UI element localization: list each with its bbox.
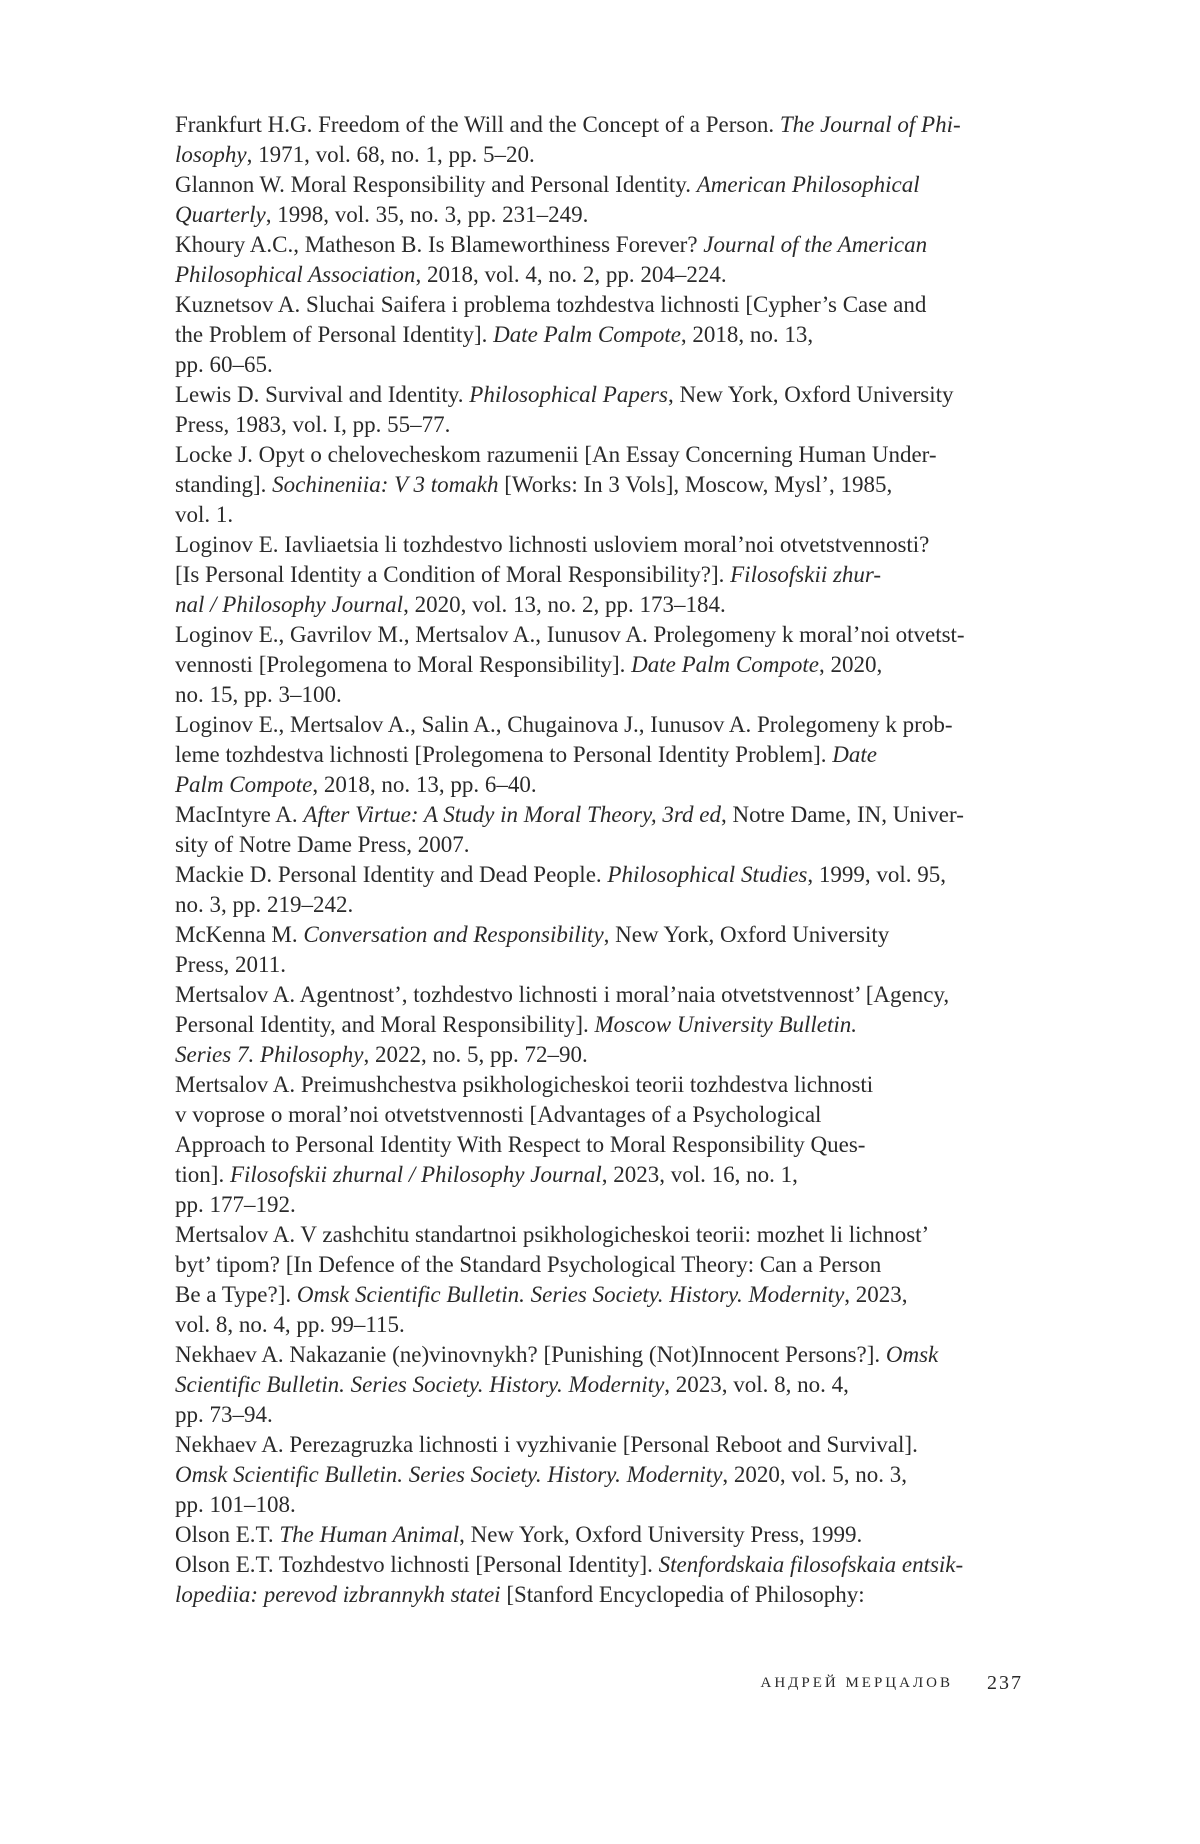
reference-line [175,350,1010,380]
reference-segment: , 2018, vol. 4, no. 2, pp. 204–224. [415,262,727,287]
reference-line [175,1160,1010,1190]
reference-line [175,200,1010,230]
reference-segment: byt’ tipom? [In Defence of the Standard Psychological Theory: Can a Person [175,1252,882,1277]
reference-segment: Locke J. Opyt o chelovecheskom razumenii [An Essay Concerning Human Under- [175,442,937,467]
reference-italic-segment: Filosofskii zhur- [730,562,882,587]
reference-italic-segment: Date Palm Compote [493,322,681,347]
reference-line [175,650,1010,680]
reference-line [175,440,1010,470]
reference-entry [175,1070,1010,1220]
reference-line [175,170,1010,200]
reference-segment: no. 15, pp. 3–100. [175,682,342,707]
reference-entry [175,980,1010,1070]
reference-segment: [Stanford Encyclopedia of Philosophy: [500,1582,865,1607]
reference-line [175,590,1010,620]
reference-entry [175,110,1010,170]
reference-line [175,1250,1010,1280]
reference-italic-segment: lopediia: perevod izbrannykh statei [175,1582,501,1607]
reference-segment: Press, 1983, vol. I, pp. 55–77. [175,412,451,437]
reference-segment: Khoury A.C., Matheson B. Is Blameworthiness Forever? [175,232,704,257]
reference-line [175,680,1010,710]
reference-italic-segment: Date Palm Compote [631,652,819,677]
reference-line [175,1340,1010,1370]
reference-line [175,920,1010,950]
reference-line [175,830,1010,860]
reference-entry [175,710,1010,800]
reference-entry [175,440,1010,530]
reference-italic-segment: Series 7. Philosophy [175,1042,364,1067]
reference-segment: tion]. [175,1162,230,1187]
reference-segment: Glannon W. Moral Responsibility and Personal Identity. [175,172,697,197]
reference-line [175,1280,1010,1310]
reference-line [175,1310,1010,1340]
reference-italic-segment: nal / Philosophy Journal [175,592,404,617]
reference-entry [175,1520,1010,1550]
reference-entry [175,920,1010,980]
reference-italic-segment: Quarterly [175,202,266,227]
reference-segment: [Is Personal Identity a Condition of Moral Responsibility?]. [175,562,731,587]
reference-line [175,1190,1010,1220]
reference-italic-segment: The Human Animal [279,1522,460,1547]
reference-italic-segment: Filosofskii zhurnal / Philosophy Journal [229,1162,602,1187]
reference-italic-segment: Philosophical Papers [469,382,668,407]
reference-segment: pp. 73–94. [175,1402,273,1427]
reference-italic-segment: American Philosophical [696,172,920,197]
reference-entry [175,1340,1010,1430]
reference-line [175,260,1010,290]
reference-line [175,890,1010,920]
reference-segment: , 2020, vol. 5, no. 3, [722,1462,908,1487]
reference-segment: , New York, Oxford University [667,382,954,407]
reference-line [175,470,1010,500]
reference-line [175,770,1010,800]
reference-segment: Lewis D. Survival and Identity. [175,382,470,407]
reference-italic-segment: Omsk Scientific Bulletin. Series Society. History. Modernity [296,1282,845,1307]
reference-segment: McKenna M. [175,922,304,947]
reference-entry [175,380,1010,440]
reference-line [175,1070,1010,1100]
reference-line [175,1580,1010,1610]
reference-line [175,1430,1010,1460]
reference-segment: , 2022, no. 5, pp. 72–90. [363,1042,588,1067]
reference-entry [175,1220,1010,1340]
reference-line [175,1040,1010,1070]
reference-segment: Olson E.T. Tozhdestvo lichnosti [Personal Identity]. [175,1552,659,1577]
reference-line [175,860,1010,890]
reference-entry [175,620,1010,710]
reference-segment: vol. 1. [175,502,234,527]
reference-list [175,110,1010,1610]
reference-entry [175,230,1010,290]
page-number: 237 [987,1672,1023,1694]
reference-segment: Personal Identity, and Moral Responsibility]. [175,1012,595,1037]
reference-line [175,410,1010,440]
reference-italic-segment: Scientific Bulletin. Series Society. History. Modernity [175,1372,665,1397]
reference-segment: , 2020, vol. 13, no. 2, pp. 173–184. [403,592,726,617]
reference-segment: Loginov E., Gavrilov M., Mertsalov A., Iunusov A. Prolegomeny k moral’noi otvetst- [175,622,965,647]
reference-segment: , 2023, vol. 8, no. 4, [664,1372,849,1397]
reference-italic-segment: Philosophical Association [175,262,416,287]
reference-segment: Nekhaev A. Perezagruzka lichnosti i vyzhivanie [Personal Reboot and Survival]. [175,1432,918,1457]
reference-line [175,1220,1010,1250]
reference-italic-segment: Omsk [885,1342,939,1367]
reference-line [175,620,1010,650]
reference-line [175,110,1010,140]
reference-italic-segment: losophy [175,142,247,167]
reference-segment: [Works: In 3 Vols], Moscow, Mysl’, 1985, [498,472,893,497]
reference-line [175,1550,1010,1580]
reference-line [175,740,1010,770]
running-author: АНДРЕЙ МЕРЦАЛОВ [760,1675,953,1691]
reference-segment: Frankfurt H.G. Freedom of the Will and the Concept of a Person. [175,112,780,137]
reference-segment: v voprose o moral’noi otvetstvennosti [Advantages of a Psychological [175,1102,822,1127]
reference-line [175,950,1010,980]
reference-entry [175,530,1010,620]
reference-line [175,1010,1010,1040]
reference-line [175,560,1010,590]
reference-line [175,1490,1010,1520]
reference-italic-segment: After Virtue: A Study in Moral Theory, 3rd ed [303,802,721,827]
reference-line [175,1520,1010,1550]
page-footer [760,1672,1023,1695]
reference-entry [175,1430,1010,1520]
reference-line [175,1460,1010,1490]
reference-line [175,1100,1010,1130]
reference-italic-segment: Date [832,742,877,767]
reference-segment: , 2023, [844,1282,908,1307]
reference-segment: pp. 60–65. [175,352,273,377]
reference-line [175,980,1010,1010]
reference-entry [175,1550,1010,1610]
reference-segment: Mackie D. Personal Identity and Dead People. [175,862,608,887]
reference-segment: Press, 2011. [175,952,286,977]
reference-segment: Mertsalov A. Agentnost’, tozhdestvo lichnosti i moral’naia otvetstvennost’ [Agency, [175,982,950,1007]
reference-line [175,530,1010,560]
reference-segment: Kuznetsov A. Sluchai Saifera i problema tozhdestva lichnosti [Cypher’s Case and [175,292,927,317]
reference-entry [175,290,1010,380]
reference-italic-segment: Omsk Scientific Bulletin. Series Society. History. Modernity [175,1462,723,1487]
reference-line [175,290,1010,320]
reference-line [175,710,1010,740]
reference-line [175,500,1010,530]
reference-segment: , 2018, no. 13, [680,322,814,347]
reference-segment: , 2018, no. 13, pp. 6–40. [312,772,537,797]
reference-segment: , 2020, [818,652,883,677]
reference-segment: leme tozhdestva lichnosti [Prolegomena to Personal Identity Problem]. [175,742,833,767]
reference-segment: Nekhaev A. Nakazanie (ne)vinovnykh? [Punishing (Not)Innocent Persons?]. [175,1342,886,1367]
reference-italic-segment: The Journal of Phi- [779,112,961,137]
reference-segment: , 1971, vol. 68, no. 1, pp. 5–20. [246,142,535,167]
reference-italic-segment: Conversation and Responsibility [303,922,604,947]
reference-entry [175,860,1010,920]
reference-segment: , 1999, vol. 95, [807,862,947,887]
reference-italic-segment: Stenfordskaia filosofskaia entsik- [658,1552,964,1577]
reference-line [175,320,1010,350]
reference-segment: MacIntyre A. [175,802,304,827]
reference-segment: Loginov E. Iavliaetsia li tozhdestvo lichnosti usloviem moral’noi otvetstvennosti? [175,532,930,557]
reference-segment: , 1998, vol. 35, no. 3, pp. 231–249. [265,202,589,227]
reference-line [175,230,1010,260]
reference-segment: Olson E.T. [175,1522,280,1547]
reference-italic-segment: Sochineniia: V 3 tomakh [272,472,499,497]
reference-italic-segment: Moscow University Bulletin. [594,1012,858,1037]
reference-segment: Mertsalov A. Preimushchestva psikhologicheskoi teorii tozhdestva lichnosti [175,1072,874,1097]
reference-segment: Loginov E., Mertsalov A., Salin A., Chugainova J., Iunusov A. Prolegomeny k prob- [175,712,953,737]
reference-segment: no. 3, pp. 219–242. [175,892,354,917]
reference-line [175,800,1010,830]
reference-line [175,1400,1010,1430]
reference-segment: sity of Notre Dame Press, 2007. [175,832,470,857]
reference-entry [175,170,1010,230]
reference-segment: pp. 101–108. [175,1492,296,1517]
reference-segment: pp. 177–192. [175,1192,296,1217]
reference-segment: Be a Type?]. [175,1282,297,1307]
reference-line [175,140,1010,170]
reference-segment: Mertsalov A. V zashchitu standartnoi psikhologicheskoi teorii: mozhet li lichnost’ [175,1222,930,1247]
reference-segment: vol. 8, no. 4, pp. 99–115. [175,1312,405,1337]
reference-line [175,380,1010,410]
reference-line [175,1130,1010,1160]
reference-segment: , 2023, vol. 16, no. 1, [601,1162,798,1187]
reference-segment: , New York, Oxford University [603,922,890,947]
reference-italic-segment: Journal of the American [703,232,928,257]
reference-entry [175,800,1010,860]
reference-segment: Approach to Personal Identity With Respect to Moral Responsibility Ques- [175,1132,866,1157]
reference-italic-segment: Palm Compote [175,772,313,797]
reference-segment: the Problem of Personal Identity]. [175,322,494,347]
reference-line [175,1370,1010,1400]
reference-segment: standing]. [175,472,273,497]
reference-segment: , Notre Dame, IN, Univer- [720,802,964,827]
reference-segment: , New York, Oxford University Press, 1999. [459,1522,863,1547]
reference-italic-segment: Philosophical Studies [607,862,808,887]
reference-segment: vennosti [Prolegomena to Moral Responsibility]. [175,652,632,677]
